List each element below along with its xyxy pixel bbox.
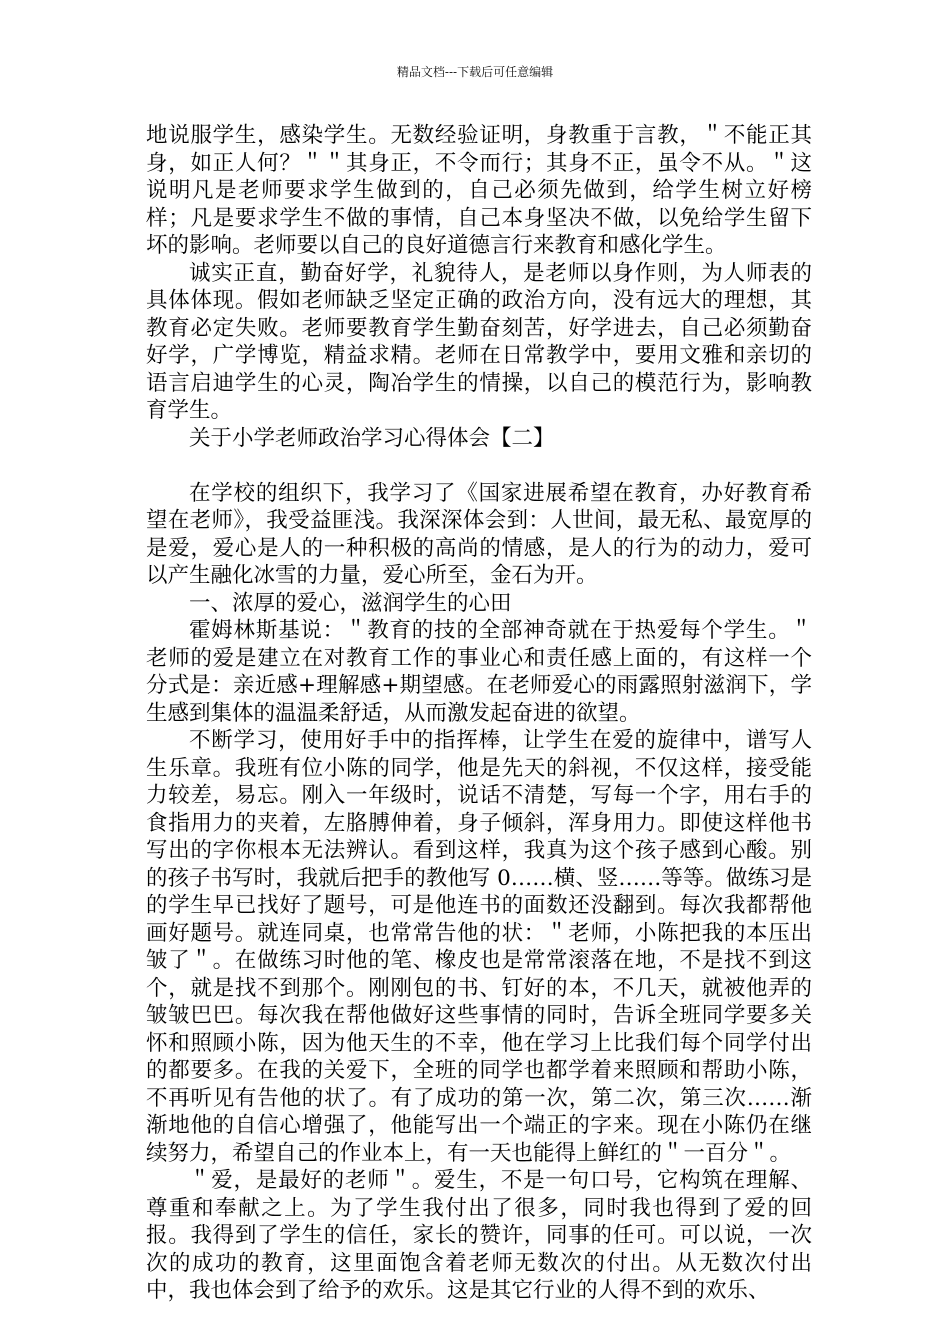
paragraph-3: 在学校的组织下，我学习了《国家进展希望在教育，办好教育希望在老师》，我受益匪浅。我深深体会到：人世间，最无私、最宽厚的是爱，爱心是人的一种积极的高尚的情感，是人的行为的动力，爱可以产生融化冰雪的力量，爱心所至，金石为开。	[146, 480, 812, 588]
paragraph-2: 诚实正直，勤奋好学，礼貌待人，是老师以身作则，为人师表的具体体现。假如老师缺乏坚定正确的政治方向，没有远大的理想，其教育必定失败。老师要教育学生勤奋刻苦，好学进去，自己必须勤奋好学，广学博览，精益求精。老师在日常教学中，要用文雅和亲切的语言启迪学生的心灵，陶冶学生的情操，以自己的模范行为，影响教育学生。	[146, 260, 812, 423]
paragraph-6: ＂爱，是最好的老师＂。爱生，不是一句口号，它构筑在理解、尊重和奉献之上。为了学生我付出了很多，同时我也得到了爱的回报。我得到了学生的信任，家长的赞许，同事的任可。可以说，一次次的成功的教育，这里面饱含着老师无数次的付出。从无数次付出中，我也体会到了给予的欢乐。这是其它行业的人得不到的欢乐、	[146, 1168, 812, 1303]
section-title: 关于小学老师政治学习心得体会【二】	[189, 425, 555, 451]
subheading: 一、浓厚的爱心，滋润学生的心田	[189, 590, 512, 616]
paragraph-5: 不断学习，使用好手中的指挥棒，让学生在爱的旋律中，谱写人生乐章。我班有位小陈的同学，他是先天的斜视，不仅这样，接受能力较差，易忘。刚入一年级时，说话不清楚，写每一个字，用右手的食指用力的夹着，左胳膊伸着，身子倾斜，浑身用力。即使这样他书写出的字你根本无法辨认。看到这样，我真为这个孩子感到心酸。别的孩子书写时，我就后把手的教他写 0……横、竖……等等。做练习是的学生早已找好了题号，可是他连书的面数还没翻到。每次我都帮他画好题号。就连同桌，也常常告他的状：＂老师，小陈把我的本压出皱了＂。在做练习时他的笔、橡皮也是常常滚落在地，不是找不到这个，就是找不到那个。刚刚包的书、钉好的本，不几天，就被他弄的皱皱巴巴。每次我在帮他做好这些事情的同时，告诉全班同学要多关怀和照顾小陈，因为他天生的不幸，他在学习上比我们每个同学付出的都要多。在我的关爱下，全班的同学也都学着来照顾和帮助小陈，不再听见有告他的状了。有了成功的第一次，第二次，第三次……渐渐地他的自信心增强了，他能写出一个端正的字来。现在小陈仍在继续努力，希望自己的作业本上，有一天也能得上鲜红的＂一百分＂。	[146, 728, 812, 1166]
blank-line	[146, 452, 812, 480]
document-body	[146, 122, 812, 1305]
paragraph-1: 地说服学生，感染学生。无数经验证明，身教重于言教，＂不能正其身，如正人何？＂＂其身正，不令而行；其身不正，虽令不从。＂这说明凡是老师要求学生做到的，自己必须先做到，给学生树立好榜样；凡是要求学生不做的事情，自己本身坚决不做，以免给学生留下坏的影响。老师要以自己的良好道德言行来教育和感化学生。	[146, 123, 812, 258]
paragraph-4: 霍姆林斯基说：＂教育的技的全部神奇就在于热爱每个学生。＂老师的爱是建立在对教育工作的事业心和责任感上面的，有这样一个分式是：亲近感+理解感+期望感。在老师爱心的雨露照射滋润下，学生感到集体的温温柔舒适，从而激发起奋进的欲望。	[146, 618, 812, 726]
page-header: 精品文档---下载后可任意编辑	[396, 65, 554, 79]
